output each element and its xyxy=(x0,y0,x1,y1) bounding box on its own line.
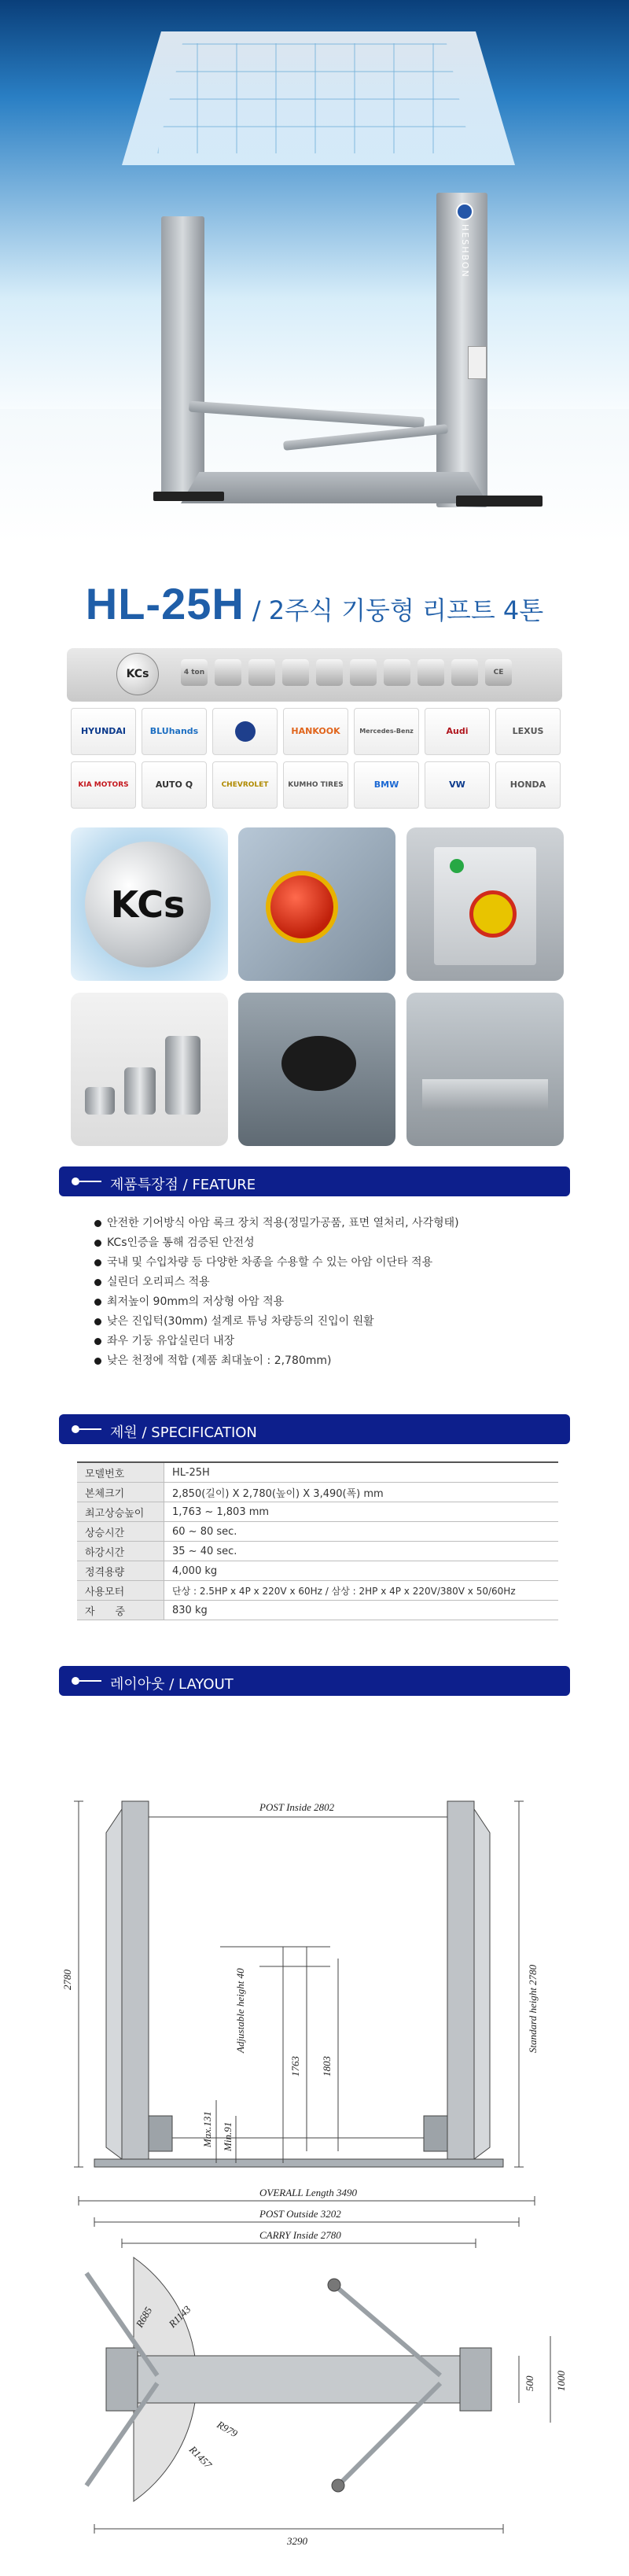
adapter xyxy=(124,1067,156,1115)
dim-500: 500 xyxy=(524,2375,535,2391)
kcs-large-icon: KCs xyxy=(85,842,211,967)
brand-logo-chevrolet: CHEVROLET xyxy=(212,761,278,809)
control-box xyxy=(468,346,487,379)
dim-max131: Max.131 xyxy=(201,2111,213,2147)
feature-icon xyxy=(451,659,478,686)
header-line xyxy=(79,1680,101,1682)
right-post xyxy=(447,1801,474,2159)
feature-item: 실린더 오리피스 적용 xyxy=(94,1273,459,1292)
ceiling-grid xyxy=(157,43,472,153)
spec-key: 최고상승높이 xyxy=(77,1502,164,1522)
table-row xyxy=(77,1502,558,1522)
post-brand-label: HESHBON xyxy=(460,224,470,278)
dim-height-2780: 2780 xyxy=(61,1970,73,1990)
carriage xyxy=(424,2116,447,2151)
feature-icon xyxy=(417,659,444,686)
emergency-stop-icon xyxy=(266,871,338,943)
photo-adapters xyxy=(71,993,228,1146)
spec-title: 제원 / SPECIFICATION xyxy=(110,1424,257,1441)
spec-key: 모델번호 xyxy=(77,1462,164,1483)
right-post-side xyxy=(474,1809,490,2159)
power-lamp-icon xyxy=(450,859,464,873)
brand-logo-volkswagen: VW xyxy=(425,761,490,809)
post-base-right xyxy=(460,2348,491,2411)
spec-key: 상승시간 xyxy=(77,1522,164,1542)
table-row xyxy=(77,1522,558,1542)
spec-value: 2,850(길이) X 2,780(높이) X 3,490(폭) mm xyxy=(164,1483,559,1502)
brand-logo-hyundai: HYUNDAI xyxy=(71,708,136,755)
rubber-pad xyxy=(281,1036,356,1091)
brand-logo-bluhands: BLUhands xyxy=(142,708,207,755)
dim-post-inside: POST Inside 2802 xyxy=(259,1801,335,1813)
dim-r685: R685 xyxy=(133,2305,155,2330)
spec-value: 단상 : 2.5HP x 4P x 220V x 60Hz / 삼상 : 2HP x 4P x 220V/380V x 50/60Hz xyxy=(164,1581,559,1601)
certification-icons xyxy=(181,659,512,686)
post-foot xyxy=(153,492,224,501)
spec-table xyxy=(77,1461,558,1620)
feature-icon xyxy=(350,659,377,686)
feature-icon xyxy=(215,659,241,686)
dim-r1143: R1143 xyxy=(166,2303,193,2331)
dim-standard-height: Standard height 2780 xyxy=(527,1964,539,2053)
main-switch-icon xyxy=(469,890,517,938)
hero-image xyxy=(0,0,629,543)
brand-logo-hankook: HANKOOK xyxy=(283,708,348,755)
adapter xyxy=(85,1087,115,1115)
product-subtitle: / 2주식 기둥형 리프트 4톤 xyxy=(252,595,544,625)
spec-value: 830 kg xyxy=(164,1601,559,1620)
dim-overall-length: OVERALL Length 3490 xyxy=(259,2187,357,2198)
dim-r979: R979 xyxy=(215,2418,240,2440)
brand-logo-emblem xyxy=(212,708,278,755)
feature-item: 국내 및 수입차량 등 다양한 차종을 수용할 수 있는 아암 이단타 적용 xyxy=(94,1253,459,1273)
brand-logo-icon xyxy=(456,203,473,220)
layout-diagram xyxy=(47,1707,582,2556)
feature-icon xyxy=(282,659,309,686)
feature-icon xyxy=(316,659,343,686)
table-row xyxy=(77,1601,558,1620)
table-row xyxy=(77,1462,558,1483)
bullet-icon xyxy=(72,1425,79,1433)
feature-item: 낮은 진입턱(30mm) 설계로 튜닝 차량등의 진입이 원활 xyxy=(94,1312,459,1332)
base-plate xyxy=(94,2159,503,2167)
model-name: HL-25H xyxy=(85,579,245,628)
photo-kcs-mark xyxy=(71,827,228,981)
brand-logo-kia: KIA MOTORS xyxy=(71,761,136,809)
feature-item: 낮은 천정에 적합 (제품 최대높이 : 2,780mm) xyxy=(94,1351,459,1371)
bullet-icon xyxy=(72,1677,79,1685)
spec-key: 하강시간 xyxy=(77,1542,164,1561)
layout-title: 레이아웃 / LAYOUT xyxy=(110,1676,234,1693)
brand-logo-honda: HONDA xyxy=(495,761,561,809)
kcs-mark-icon: KCs xyxy=(116,653,159,695)
table-row xyxy=(77,1581,558,1601)
brand-logo-kumho: KUMHO TIRES xyxy=(283,761,348,809)
photo-rubber-pad xyxy=(238,993,395,1146)
spec-value: 1,763 ~ 1,803 mm xyxy=(164,1502,559,1522)
dim-1803: 1803 xyxy=(321,2056,333,2077)
left-post xyxy=(122,1801,149,2159)
carriage xyxy=(149,2116,172,2151)
dim-post-outside: POST Outside 3202 xyxy=(259,2208,341,2220)
feature-icon xyxy=(248,659,275,686)
header-line xyxy=(79,1428,101,1430)
layout-section-header xyxy=(59,1666,570,1696)
left-post xyxy=(161,216,204,499)
dim-3290: 3290 xyxy=(287,2535,307,2547)
dim-adjustable-height: Adjustable height 40 xyxy=(234,1968,246,2053)
dim-r1457: R1457 xyxy=(186,2443,215,2471)
brand-logo-mercedes: Mercedes-Benz xyxy=(354,708,419,755)
carriage-beam xyxy=(422,1079,548,1111)
brand-logo-autoq: AUTO Q xyxy=(142,761,207,809)
brand-logo-bmw: BMW xyxy=(354,761,419,809)
dim-carry-inside: CARRY Inside 2780 xyxy=(259,2229,341,2241)
adapter xyxy=(165,1036,200,1115)
spec-key: 사용모터 xyxy=(77,1581,164,1601)
dim-min91: Min.91 xyxy=(222,2121,234,2151)
left-post-side xyxy=(106,1809,122,2159)
base-plate xyxy=(181,472,487,503)
table-row xyxy=(77,1561,558,1581)
dim-1000: 1000 xyxy=(555,2371,567,2391)
brand-logo-lexus: LEXUS xyxy=(495,708,561,755)
feature-list xyxy=(94,1214,459,1371)
photo-control-panel xyxy=(406,827,564,981)
elevation-view xyxy=(74,1801,524,2167)
table-row xyxy=(77,1483,558,1502)
spec-section-header xyxy=(59,1414,570,1444)
feature-item: KCs인증을 통해 검증된 안전성 xyxy=(94,1233,459,1253)
spec-value: 35 ~ 40 sec. xyxy=(164,1542,559,1561)
feature-item: 최저높이 90mm의 저상형 아암 적용 xyxy=(94,1292,459,1312)
feature-section-header xyxy=(59,1166,570,1196)
table-row xyxy=(77,1542,558,1561)
ce-mark-icon: CE xyxy=(485,659,512,686)
feature-icon xyxy=(384,659,410,686)
bullet-icon xyxy=(72,1177,79,1185)
dim-1763: 1763 xyxy=(289,2056,301,2077)
brand-logo-audi: Audi xyxy=(425,708,490,755)
spec-key: 본체크기 xyxy=(77,1483,164,1502)
spec-value: 60 ~ 80 sec. xyxy=(164,1522,559,1542)
capacity-icon: 4 ton xyxy=(181,659,208,686)
header-line xyxy=(79,1181,101,1182)
post-base-left xyxy=(106,2348,138,2411)
feature-item: 안전한 기어방식 아암 록크 장치 적용(정밀가공품, 표면 열처리, 사각형태) xyxy=(94,1214,459,1233)
spec-value: HL-25H xyxy=(164,1462,559,1483)
feature-title: 제품특장점 / FEATURE xyxy=(110,1177,256,1193)
spec-key: 자 중 xyxy=(77,1601,164,1620)
feature-item: 좌우 기둥 유압실린더 내장 xyxy=(94,1332,459,1351)
product-title xyxy=(0,578,629,629)
spec-key: 정격용량 xyxy=(77,1561,164,1581)
post-foot xyxy=(456,496,543,507)
plan-view xyxy=(79,2196,550,2534)
photo-emergency-stop xyxy=(238,827,395,981)
spec-value: 4,000 kg xyxy=(164,1561,559,1581)
compatible-brands xyxy=(71,708,566,809)
photo-carriage xyxy=(406,993,564,1146)
